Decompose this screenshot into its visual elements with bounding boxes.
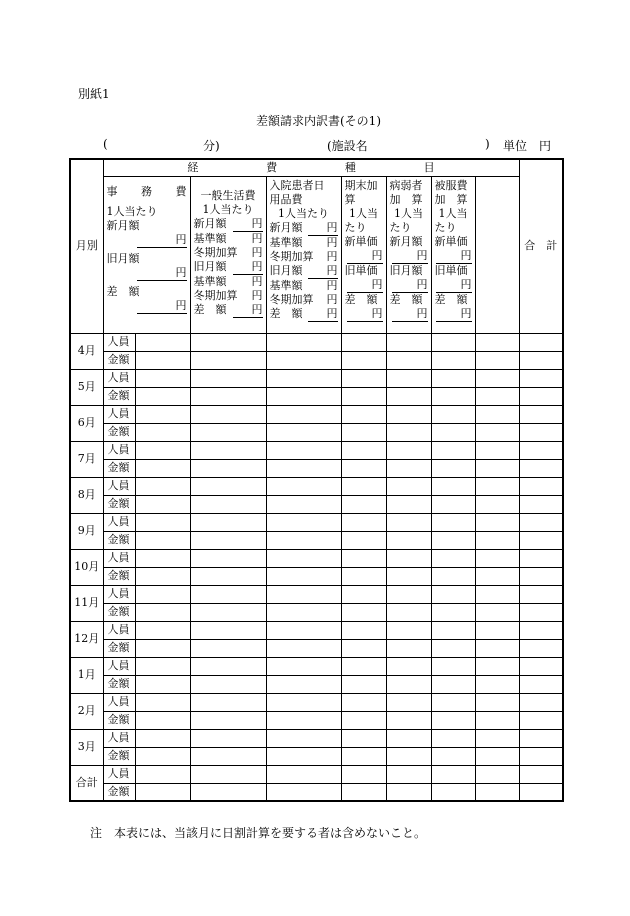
table-row bbox=[70, 693, 563, 711]
table-cell[interactable] bbox=[475, 711, 519, 729]
table-cell[interactable] bbox=[266, 405, 341, 423]
table-row bbox=[70, 459, 563, 477]
table-cell[interactable] bbox=[341, 531, 386, 549]
table-cell[interactable] bbox=[190, 441, 266, 459]
table-cell[interactable] bbox=[519, 405, 563, 423]
row-type-label: 金額 bbox=[103, 675, 135, 693]
table-cell[interactable] bbox=[519, 783, 563, 801]
yearend-allowance-header: 期末加 算 1人当 たり 新単価 円 旧単価 円 差 額 円 bbox=[341, 176, 386, 333]
month-label: 7月 bbox=[70, 441, 103, 477]
table-cell[interactable] bbox=[190, 675, 266, 693]
table-cell[interactable] bbox=[475, 531, 519, 549]
table-cell[interactable] bbox=[519, 513, 563, 531]
table-cell[interactable] bbox=[431, 441, 475, 459]
table-cell[interactable] bbox=[190, 693, 266, 711]
table-cell[interactable] bbox=[190, 603, 266, 621]
table-cell[interactable] bbox=[341, 477, 386, 495]
table-cell[interactable] bbox=[386, 711, 431, 729]
table-cell[interactable] bbox=[341, 351, 386, 369]
month-label: 3月 bbox=[70, 729, 103, 765]
table-cell[interactable] bbox=[135, 369, 190, 387]
table-row bbox=[70, 513, 563, 531]
table-cell[interactable] bbox=[431, 567, 475, 585]
table-cell[interactable] bbox=[341, 621, 386, 639]
table-cell[interactable] bbox=[475, 657, 519, 675]
table-cell[interactable] bbox=[266, 333, 341, 351]
row-type-label: 人員 bbox=[103, 657, 135, 675]
table-cell[interactable] bbox=[519, 531, 563, 549]
table-cell[interactable] bbox=[519, 747, 563, 765]
table-cell[interactable] bbox=[135, 441, 190, 459]
table-cell[interactable] bbox=[135, 675, 190, 693]
row-type-label: 金額 bbox=[103, 495, 135, 513]
table-cell[interactable] bbox=[135, 351, 190, 369]
table-cell[interactable] bbox=[386, 621, 431, 639]
table-cell[interactable] bbox=[431, 747, 475, 765]
table-cell[interactable] bbox=[475, 585, 519, 603]
table-cell[interactable] bbox=[386, 693, 431, 711]
month-label: 12月 bbox=[70, 621, 103, 657]
table-cell[interactable] bbox=[475, 333, 519, 351]
table-cell[interactable] bbox=[341, 495, 386, 513]
row-type-label: 金額 bbox=[103, 747, 135, 765]
row-type-label: 人員 bbox=[103, 693, 135, 711]
table-cell[interactable] bbox=[475, 549, 519, 567]
table-cell[interactable] bbox=[431, 351, 475, 369]
month-header: 月別 bbox=[70, 159, 103, 333]
table-row bbox=[70, 351, 563, 369]
extra-column-header bbox=[475, 176, 519, 333]
office-expense-header: 事 務 費 1人当たり 新月額 円 旧月額 円 差 額 円 bbox=[103, 176, 190, 333]
table-cell[interactable] bbox=[431, 729, 475, 747]
table-cell[interactable] bbox=[135, 621, 190, 639]
table-cell[interactable] bbox=[190, 423, 266, 441]
table-cell[interactable] bbox=[386, 369, 431, 387]
frail-allowance-header: 病弱者 加 算 1人当 たり 新月額 円 旧月額 円 差 額 円 bbox=[386, 176, 431, 333]
table-cell[interactable] bbox=[266, 351, 341, 369]
row-type-label: 人員 bbox=[103, 333, 135, 351]
table-cell[interactable] bbox=[386, 603, 431, 621]
table-cell[interactable] bbox=[386, 423, 431, 441]
table-cell[interactable] bbox=[135, 405, 190, 423]
table-cell[interactable] bbox=[431, 531, 475, 549]
row-type-label: 人員 bbox=[103, 729, 135, 747]
table-cell[interactable] bbox=[475, 477, 519, 495]
table-row bbox=[70, 657, 563, 675]
table-cell[interactable] bbox=[266, 765, 341, 783]
table-cell[interactable] bbox=[190, 585, 266, 603]
table-row bbox=[70, 531, 563, 549]
table-row bbox=[70, 549, 563, 567]
row-type-label: 金額 bbox=[103, 567, 135, 585]
table-cell[interactable] bbox=[341, 585, 386, 603]
table-cell[interactable] bbox=[475, 459, 519, 477]
row-type-label: 人員 bbox=[103, 549, 135, 567]
table-cell[interactable] bbox=[266, 639, 341, 657]
table-cell[interactable] bbox=[519, 495, 563, 513]
row-type-label: 金額 bbox=[103, 783, 135, 801]
table-row bbox=[70, 765, 563, 783]
row-type-label: 人員 bbox=[103, 369, 135, 387]
table-cell[interactable] bbox=[341, 513, 386, 531]
table-cell[interactable] bbox=[386, 783, 431, 801]
facility-label: (施設名 bbox=[327, 139, 368, 153]
table-cell[interactable] bbox=[341, 639, 386, 657]
table-row bbox=[70, 639, 563, 657]
table-cell[interactable] bbox=[386, 675, 431, 693]
table-cell[interactable] bbox=[341, 675, 386, 693]
period-paren-open: ( bbox=[103, 137, 108, 151]
table-cell[interactable] bbox=[135, 531, 190, 549]
table-row bbox=[70, 729, 563, 747]
table-cell[interactable] bbox=[519, 423, 563, 441]
table-cell[interactable] bbox=[190, 387, 266, 405]
table-cell[interactable] bbox=[266, 567, 341, 585]
table-cell[interactable] bbox=[266, 585, 341, 603]
table-cell[interactable] bbox=[519, 711, 563, 729]
row-type-label: 金額 bbox=[103, 639, 135, 657]
table-cell[interactable] bbox=[135, 333, 190, 351]
inpatient-supplies-header: 入院患者日 用品費 1人当たり 新月額 円 基準額 円 冬期加算 円 旧月額 円 基準額 円 冬期加算 円 差 額 円 bbox=[266, 176, 341, 333]
table-row bbox=[70, 405, 563, 423]
table-cell[interactable] bbox=[135, 639, 190, 657]
table-cell[interactable] bbox=[431, 765, 475, 783]
table-cell[interactable] bbox=[190, 729, 266, 747]
row-type-label: 金額 bbox=[103, 603, 135, 621]
table-cell[interactable] bbox=[341, 765, 386, 783]
table-row bbox=[70, 783, 563, 801]
table-cell[interactable] bbox=[431, 693, 475, 711]
table-cell[interactable] bbox=[431, 621, 475, 639]
table-cell[interactable] bbox=[431, 369, 475, 387]
table-cell[interactable] bbox=[190, 765, 266, 783]
table-cell[interactable] bbox=[341, 729, 386, 747]
table-cell[interactable] bbox=[386, 405, 431, 423]
month-label: 2月 bbox=[70, 693, 103, 729]
table-cell[interactable] bbox=[190, 333, 266, 351]
table-cell[interactable] bbox=[431, 513, 475, 531]
table-cell[interactable] bbox=[341, 549, 386, 567]
table-cell[interactable] bbox=[135, 495, 190, 513]
table-cell[interactable] bbox=[386, 729, 431, 747]
table-cell[interactable] bbox=[475, 513, 519, 531]
table-cell[interactable] bbox=[135, 765, 190, 783]
table-cell[interactable] bbox=[386, 387, 431, 405]
row-type-label: 金額 bbox=[103, 459, 135, 477]
table-cell[interactable] bbox=[135, 747, 190, 765]
table-cell[interactable] bbox=[475, 765, 519, 783]
table-cell[interactable] bbox=[386, 441, 431, 459]
month-label: 1月 bbox=[70, 657, 103, 693]
table-cell[interactable] bbox=[519, 585, 563, 603]
row-type-label: 人員 bbox=[103, 477, 135, 495]
table-cell[interactable] bbox=[431, 549, 475, 567]
month-label: 10月 bbox=[70, 549, 103, 585]
table-cell[interactable] bbox=[386, 351, 431, 369]
row-type-label: 金額 bbox=[103, 711, 135, 729]
table-cell[interactable] bbox=[431, 477, 475, 495]
row-type-label: 金額 bbox=[103, 387, 135, 405]
table-cell[interactable] bbox=[190, 639, 266, 657]
row-type-label: 人員 bbox=[103, 621, 135, 639]
table-cell[interactable] bbox=[190, 495, 266, 513]
table-cell[interactable] bbox=[386, 531, 431, 549]
table-row bbox=[70, 567, 563, 585]
table-cell[interactable] bbox=[475, 729, 519, 747]
table-cell[interactable] bbox=[266, 459, 341, 477]
table-cell[interactable] bbox=[190, 567, 266, 585]
table-cell[interactable] bbox=[190, 459, 266, 477]
table-cell[interactable] bbox=[386, 333, 431, 351]
table-cell[interactable] bbox=[475, 387, 519, 405]
table-cell[interactable] bbox=[341, 567, 386, 585]
table-cell[interactable] bbox=[519, 333, 563, 351]
expense-type-char: 経 bbox=[187, 160, 199, 174]
table-cell[interactable] bbox=[386, 459, 431, 477]
table-cell[interactable] bbox=[475, 567, 519, 585]
table-cell[interactable] bbox=[475, 675, 519, 693]
table-cell[interactable] bbox=[266, 783, 341, 801]
table-cell[interactable] bbox=[475, 621, 519, 639]
document-title: 差額請求内訳書(その1) bbox=[256, 114, 381, 128]
table-cell[interactable] bbox=[519, 675, 563, 693]
table-cell[interactable] bbox=[431, 639, 475, 657]
table-cell[interactable] bbox=[266, 693, 341, 711]
table-cell[interactable] bbox=[386, 747, 431, 765]
month-label: 5月 bbox=[70, 369, 103, 405]
month-label: 4月 bbox=[70, 333, 103, 369]
table-cell[interactable] bbox=[190, 477, 266, 495]
table-cell[interactable] bbox=[135, 387, 190, 405]
table-cell[interactable] bbox=[135, 567, 190, 585]
table-cell[interactable] bbox=[431, 657, 475, 675]
table-cell[interactable] bbox=[475, 405, 519, 423]
table-cell[interactable] bbox=[519, 459, 563, 477]
table-cell[interactable] bbox=[386, 657, 431, 675]
table-cell[interactable] bbox=[190, 351, 266, 369]
table-cell[interactable] bbox=[266, 621, 341, 639]
table-cell[interactable] bbox=[431, 603, 475, 621]
table-cell[interactable] bbox=[190, 369, 266, 387]
table-cell[interactable] bbox=[135, 729, 190, 747]
attachment-label: 別紙1 bbox=[78, 87, 110, 101]
facility-paren-close: ) bbox=[485, 137, 490, 151]
row-type-label: 人員 bbox=[103, 765, 135, 783]
table-cell[interactable] bbox=[190, 405, 266, 423]
table-row bbox=[70, 495, 563, 513]
table-cell[interactable] bbox=[135, 603, 190, 621]
table-cell[interactable] bbox=[190, 657, 266, 675]
expense-type-char: 費 bbox=[266, 160, 278, 174]
table-cell[interactable] bbox=[475, 441, 519, 459]
table-cell[interactable] bbox=[341, 459, 386, 477]
table-cell[interactable] bbox=[431, 711, 475, 729]
table-cell[interactable] bbox=[266, 513, 341, 531]
table-cell[interactable] bbox=[266, 729, 341, 747]
table-cell[interactable] bbox=[431, 495, 475, 513]
row-type-label: 人員 bbox=[103, 513, 135, 531]
table-cell[interactable] bbox=[341, 657, 386, 675]
table-cell[interactable] bbox=[190, 783, 266, 801]
row-type-label: 人員 bbox=[103, 405, 135, 423]
table-cell[interactable] bbox=[519, 657, 563, 675]
clothing-allowance-header: 被服費 加 算 1人当 たり 新単価 円 旧単価 円 差 額 円 bbox=[431, 176, 475, 333]
table-cell[interactable] bbox=[386, 639, 431, 657]
row-type-label: 金額 bbox=[103, 351, 135, 369]
table-cell[interactable] bbox=[266, 477, 341, 495]
table-cell[interactable] bbox=[519, 369, 563, 387]
table-row bbox=[70, 603, 563, 621]
table-cell[interactable] bbox=[431, 423, 475, 441]
table-cell[interactable] bbox=[135, 459, 190, 477]
table-cell[interactable] bbox=[519, 567, 563, 585]
table-cell[interactable] bbox=[475, 351, 519, 369]
table-cell[interactable] bbox=[475, 747, 519, 765]
table-cell[interactable] bbox=[341, 423, 386, 441]
table-cell[interactable] bbox=[266, 369, 341, 387]
living-expense-header: 一般生活費 1人当たり 新月額 円 基準額 円 冬期加算 円 旧月額 円 基準額 円 冬期加算 円 差 額 円 bbox=[190, 176, 266, 333]
table-cell[interactable] bbox=[519, 621, 563, 639]
table-cell[interactable] bbox=[135, 711, 190, 729]
table-cell[interactable] bbox=[475, 369, 519, 387]
table-cell[interactable] bbox=[519, 603, 563, 621]
table-cell[interactable] bbox=[341, 747, 386, 765]
table-cell[interactable] bbox=[431, 333, 475, 351]
table-cell[interactable] bbox=[475, 423, 519, 441]
table-cell[interactable] bbox=[519, 765, 563, 783]
table-cell[interactable] bbox=[431, 783, 475, 801]
table-cell[interactable] bbox=[431, 585, 475, 603]
table-cell[interactable] bbox=[431, 675, 475, 693]
table-cell[interactable] bbox=[431, 459, 475, 477]
table-row bbox=[70, 387, 563, 405]
table-cell[interactable] bbox=[475, 495, 519, 513]
table-cell[interactable] bbox=[266, 387, 341, 405]
table-row bbox=[70, 333, 563, 351]
table-cell[interactable] bbox=[266, 495, 341, 513]
table-cell[interactable] bbox=[266, 657, 341, 675]
table-row bbox=[70, 369, 563, 387]
table-cell[interactable] bbox=[341, 369, 386, 387]
row-type-label: 人員 bbox=[103, 585, 135, 603]
month-label: 合計 bbox=[70, 765, 103, 801]
table-row bbox=[70, 711, 563, 729]
table-cell[interactable] bbox=[475, 783, 519, 801]
table-cell[interactable] bbox=[475, 603, 519, 621]
table-cell[interactable] bbox=[475, 639, 519, 657]
table-cell[interactable] bbox=[266, 711, 341, 729]
table-cell[interactable] bbox=[519, 441, 563, 459]
table-cell[interactable] bbox=[266, 423, 341, 441]
table-cell[interactable] bbox=[135, 549, 190, 567]
period-label: 分) bbox=[203, 139, 220, 153]
table-cell[interactable] bbox=[341, 405, 386, 423]
table-cell[interactable] bbox=[431, 405, 475, 423]
total-header: 合 計 bbox=[519, 159, 563, 333]
table-cell[interactable] bbox=[341, 387, 386, 405]
month-label: 8月 bbox=[70, 477, 103, 513]
month-label: 11月 bbox=[70, 585, 103, 621]
table-row bbox=[70, 675, 563, 693]
table-cell[interactable] bbox=[190, 513, 266, 531]
table-cell[interactable] bbox=[519, 477, 563, 495]
table-cell[interactable] bbox=[386, 477, 431, 495]
table-cell[interactable] bbox=[519, 729, 563, 747]
table-cell[interactable] bbox=[519, 549, 563, 567]
footnote: 注 本表には、当該月に日割計算を要する者は含めないこと。 bbox=[90, 826, 427, 840]
table-cell[interactable] bbox=[386, 585, 431, 603]
table-cell[interactable] bbox=[266, 675, 341, 693]
table-cell[interactable] bbox=[519, 351, 563, 369]
table-cell[interactable] bbox=[135, 423, 190, 441]
unit-label: 単位 円 bbox=[503, 139, 552, 153]
table-row bbox=[70, 441, 563, 459]
expense-type-char: 種 bbox=[344, 160, 356, 174]
row-type-label: 金額 bbox=[103, 531, 135, 549]
table-row bbox=[70, 621, 563, 639]
table-cell[interactable] bbox=[266, 747, 341, 765]
table-cell[interactable] bbox=[341, 693, 386, 711]
table-cell[interactable] bbox=[519, 387, 563, 405]
month-label: 9月 bbox=[70, 513, 103, 549]
table-cell[interactable] bbox=[519, 693, 563, 711]
table-cell[interactable] bbox=[431, 387, 475, 405]
table-cell[interactable] bbox=[135, 477, 190, 495]
expense-table bbox=[69, 158, 564, 802]
expense-type-header bbox=[103, 159, 519, 176]
table-cell[interactable] bbox=[386, 567, 431, 585]
table-cell[interactable] bbox=[386, 513, 431, 531]
table-cell[interactable] bbox=[266, 441, 341, 459]
table-cell[interactable] bbox=[135, 693, 190, 711]
row-type-label: 人員 bbox=[103, 441, 135, 459]
table-cell[interactable] bbox=[135, 585, 190, 603]
row-type-label: 金額 bbox=[103, 423, 135, 441]
table-cell[interactable] bbox=[266, 549, 341, 567]
table-cell[interactable] bbox=[190, 711, 266, 729]
table-cell[interactable] bbox=[266, 531, 341, 549]
table-cell[interactable] bbox=[135, 657, 190, 675]
table-cell[interactable] bbox=[341, 441, 386, 459]
table-cell[interactable] bbox=[135, 783, 190, 801]
table-cell[interactable] bbox=[190, 531, 266, 549]
table-cell[interactable] bbox=[386, 765, 431, 783]
table-cell[interactable] bbox=[190, 621, 266, 639]
table-cell[interactable] bbox=[475, 693, 519, 711]
table-cell[interactable] bbox=[519, 639, 563, 657]
table-cell[interactable] bbox=[341, 711, 386, 729]
table-row bbox=[70, 423, 563, 441]
table-row bbox=[70, 747, 563, 765]
table-cell[interactable] bbox=[341, 603, 386, 621]
expense-type-char: 目 bbox=[423, 160, 435, 174]
table-row bbox=[70, 477, 563, 495]
table-cell[interactable] bbox=[386, 495, 431, 513]
table-cell[interactable] bbox=[266, 603, 341, 621]
table-cell[interactable] bbox=[135, 513, 190, 531]
table-row bbox=[70, 585, 563, 603]
table-cell[interactable] bbox=[386, 549, 431, 567]
table-cell[interactable] bbox=[190, 549, 266, 567]
table-cell[interactable] bbox=[190, 747, 266, 765]
table-cell[interactable] bbox=[341, 333, 386, 351]
month-label: 6月 bbox=[70, 405, 103, 441]
table-cell[interactable] bbox=[341, 783, 386, 801]
